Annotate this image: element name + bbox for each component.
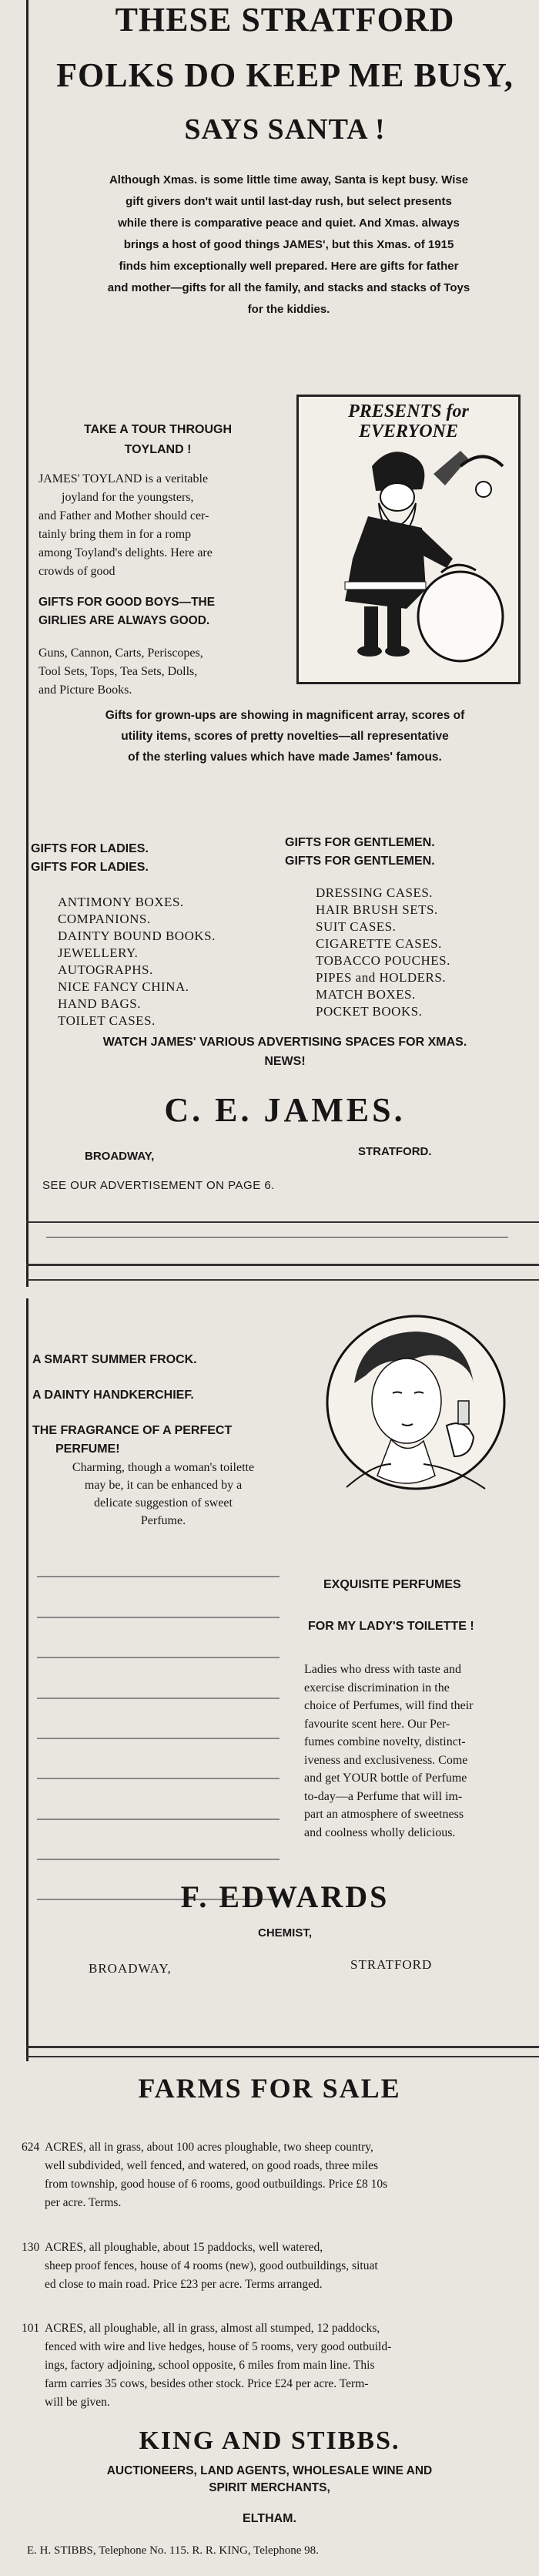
- toyland-line: crowds of good: [38, 565, 116, 578]
- santa-caption: [299, 401, 518, 442]
- good-boys-heading: [38, 593, 285, 630]
- headline-line: FOLKS DO KEEP ME BUSY,: [56, 56, 514, 94]
- grownups-text: [38, 705, 531, 767]
- boys-line: and Picture Books.: [38, 683, 132, 697]
- list-item: JEWELLERY.: [58, 945, 139, 960]
- rule-line: [37, 1819, 280, 1820]
- charm-line: may be, it can be enhanced by a: [84, 1479, 243, 1492]
- toyland-line: joyland for the youngsters,: [62, 491, 194, 504]
- toyland-head-line: TOYLAND !: [124, 443, 192, 456]
- perfume-line: to-day—a Perfume that will im-: [304, 1789, 463, 1803]
- listing-line: will be given.: [45, 2396, 110, 2409]
- farm-listing: [22, 2238, 534, 2294]
- perfume-line: and get YOUR bottle of Perfume: [304, 1772, 467, 1785]
- boys-head-line: GIFTS FOR GOOD BOYS—THE: [38, 596, 216, 609]
- rule-line: [37, 1576, 280, 1577]
- gents-head-line: GIFTS FOR GENTLEMEN.: [285, 836, 435, 849]
- perfume-line: and coolness wholly delicious.: [304, 1825, 456, 1839]
- list-item: HAND BAGS.: [58, 996, 141, 1011]
- phone-numbers: E. H. STIBBS, Telephone No. 115. R. R. KING, Telephone 98.: [27, 2544, 319, 2557]
- perfume-line: fumes combine novelty, distinct-: [304, 1735, 466, 1748]
- charm-line: Charming, though a woman's toilette: [72, 1461, 255, 1474]
- intro-line: while there is comparative peace and quiet. And Xmas. always: [118, 217, 460, 230]
- listing-line: ings, factory adjoining, school opposite, 6 miles from main line. This: [45, 2359, 375, 2372]
- santa-caption-line: EVERYONE: [359, 421, 458, 442]
- listing-line: ACRES, all ploughable, all in grass, almost all stumped, 12 paddocks,: [45, 2322, 380, 2335]
- exquisite-perfumes-heading: EXQUISITE PERFUMES: [323, 1578, 461, 1591]
- intro-line: finds him exceptionally well prepared. Here are gifts for father: [119, 260, 459, 273]
- headline-line: SAYS SANTA !: [184, 113, 386, 146]
- james-firm-name: C. E. JAMES.: [164, 1091, 406, 1129]
- rule-line: [37, 1657, 280, 1658]
- gifts-ladies-heading: [31, 840, 262, 877]
- gents-items-list: [316, 885, 531, 1020]
- perfume-line: iveness and exclusiveness. Come: [304, 1753, 468, 1767]
- listing-line: from township, good house of 6 rooms, good outbuildings. Price £8 10s: [45, 2178, 388, 2191]
- intro-line: gift givers don't wait until last-day rush, but select presents: [126, 195, 452, 208]
- rule-line: [37, 1698, 280, 1699]
- list-item: COMPANIONS.: [58, 912, 151, 926]
- farm-listing: [22, 2138, 534, 2212]
- acres-number: 624: [22, 2141, 40, 2154]
- rule-line: [37, 1617, 280, 1618]
- list-item: PIPES and HOLDERS.: [316, 970, 447, 985]
- james-address-right: STRATFORD.: [358, 1145, 432, 1158]
- james-address-left: BROADWAY,: [85, 1150, 155, 1163]
- divider: [26, 1264, 539, 1266]
- list-item: MATCH BOXES.: [316, 987, 416, 1002]
- perfume-line: choice of Perfumes, will find their: [304, 1699, 474, 1712]
- listing-line: ed close to main road. Price £23 per acre. Terms arranged.: [45, 2278, 323, 2291]
- intro-line: and mother—gifts for all the family, and stacks and stacks of Toys: [107, 281, 470, 294]
- divider: [26, 2056, 539, 2057]
- toyland-text: [38, 470, 285, 581]
- king-stibbs-firm: KING AND STIBBS.: [139, 2427, 400, 2455]
- boys-line: Guns, Cannon, Carts, Periscopes,: [38, 647, 203, 660]
- edwards-address-left: BROADWAY,: [89, 1961, 172, 1976]
- lady-portrait-icon: [300, 1310, 531, 1518]
- sub-line: AUCTIONEERS, LAND AGENTS, WHOLESALE WINE AND: [106, 2464, 433, 2477]
- grownups-line: utility items, scores of pretty novelties—all representative: [121, 730, 449, 743]
- gifts-gents-heading: [285, 834, 531, 871]
- edwards-charming: [32, 1459, 294, 1530]
- james-headline: [31, 0, 539, 149]
- edwards-line: PERFUME!: [55, 1442, 120, 1456]
- divider: [26, 1279, 539, 1281]
- left-border-rule: [26, 0, 28, 1287]
- lady-illustration: [300, 1310, 531, 1518]
- listing-line: ACRES, all in grass, about 100 acres ploughable, two sheep country,: [45, 2141, 373, 2154]
- grownups-line: Gifts for grown-ups are showing in magnificent array, scores of: [105, 709, 465, 722]
- rule-line: [37, 1859, 280, 1860]
- grownups-line: of the sterling values which have made James' famous.: [128, 751, 442, 764]
- toyland-line: among Toyland's delights. Here are: [38, 546, 213, 559]
- charm-line: Perfume.: [140, 1514, 186, 1527]
- chemist-label: CHEMIST,: [257, 1926, 312, 1940]
- gents-head-line: GIFTS FOR GENTLEMEN.: [285, 855, 435, 868]
- santa-illustration: [296, 395, 521, 684]
- edwards-firm-name: F. EDWARDS: [180, 1879, 390, 1914]
- perfume-line: exercise discrimination in the: [304, 1681, 450, 1694]
- headline-line: THESE STRATFORD: [115, 1, 455, 39]
- intro-line: for the kiddies.: [247, 303, 330, 316]
- list-item: ANTIMONY BOXES.: [58, 895, 184, 909]
- list-item: DAINTY BOUND BOOKS.: [58, 929, 216, 943]
- toyland-line: JAMES' TOYLAND is a veritable: [38, 472, 209, 485]
- edwards-line: THE FRAGRANCE OF A PERFECT: [32, 1424, 233, 1437]
- acres-number: 130: [22, 2241, 40, 2254]
- farm-listing: [22, 2319, 534, 2412]
- perfume-line: part an atmosphere of sweetness: [304, 1808, 464, 1821]
- list-item: NICE FANCY CHINA.: [58, 979, 189, 994]
- list-item: SUIT CASES.: [316, 919, 397, 934]
- farms-title: FARMS FOR SALE: [138, 2073, 401, 2104]
- perfume-line: favourite scent here. Our Per-: [304, 1717, 450, 1731]
- intro-line: Although Xmas. is some little time away, Santa is kept busy. Wise: [109, 173, 469, 186]
- good-boys-list: [38, 644, 285, 700]
- list-item: TOILET CASES.: [58, 1013, 156, 1028]
- ladies-head-line: GIFTS FOR LADIES.: [31, 842, 149, 855]
- king-stibbs-sub: [15, 2463, 524, 2497]
- santa-caption-line: PRESENTS for: [348, 401, 469, 421]
- list-item: AUTOGRAPHS.: [58, 962, 153, 977]
- listing-line: ACRES, all ploughable, about 15 paddocks, well watered,: [45, 2241, 323, 2254]
- edwards-intro: [32, 1351, 294, 1459]
- divider: [26, 2046, 539, 2048]
- watch-notice: [38, 1033, 531, 1071]
- watch-line: NEWS!: [264, 1055, 306, 1068]
- listing-line: sheep proof fences, house of 4 rooms (new), good outbuildings, situat: [45, 2259, 378, 2272]
- ladies-perfume-text: [304, 1661, 531, 1842]
- toyland-line: and Father and Mother should cer-: [38, 509, 209, 522]
- town-name: ELTHAM.: [243, 2512, 296, 2525]
- ladies-head-line: GIFTS FOR LADIES.: [31, 861, 149, 874]
- listing-line: well subdivided, well fenced, and watered, on good roads, three miles: [45, 2159, 379, 2172]
- edwards-line: A DAINTY HANDKERCHIEF.: [32, 1389, 194, 1402]
- see-advertisement: SEE OUR ADVERTISEMENT ON PAGE 6.: [42, 1179, 275, 1192]
- listing-line: fenced with wire and live hedges, house of 5 rooms, very good outbuild-: [45, 2340, 392, 2353]
- santa-figure-icon: [299, 443, 518, 678]
- intro-line: brings a host of good things JAMES', but this Xmas. of 1915: [123, 238, 454, 251]
- sub-line: SPIRIT MERCHANTS,: [209, 2481, 330, 2494]
- toyland-heading: [42, 420, 273, 460]
- left-border-rule-2: [26, 1298, 28, 2061]
- acres-number: 101: [22, 2322, 40, 2335]
- ladies-items-list: [58, 894, 289, 1029]
- edwards-address-right: STRATFORD: [350, 1957, 433, 1972]
- list-item: HAIR BRUSH SETS.: [316, 902, 438, 917]
- list-item: POCKET BOOKS.: [316, 1004, 423, 1019]
- rule-line: [37, 1738, 280, 1739]
- watch-line: WATCH JAMES' VARIOUS ADVERTISING SPACES FOR XMAS.: [102, 1036, 467, 1049]
- divider: [46, 1237, 508, 1238]
- charm-line: delicate suggestion of sweet: [94, 1496, 233, 1510]
- boys-head-line: GIRLIES ARE ALWAYS GOOD.: [38, 614, 210, 627]
- list-item: DRESSING CASES.: [316, 885, 434, 900]
- boys-line: Tool Sets, Tops, Tea Sets, Dolls,: [38, 665, 198, 678]
- listing-line: farm carries 35 cows, besides other stock. Price £24 per acre. Term-: [45, 2377, 369, 2390]
- listing-line: per acre. Terms.: [45, 2196, 122, 2209]
- rule-line: [37, 1778, 280, 1779]
- divider: [26, 1221, 539, 1223]
- list-item: TOBACCO POUCHES.: [316, 953, 450, 968]
- my-ladys-toilette-heading: FOR MY LADY'S TOILETTE !: [308, 1620, 474, 1633]
- toyland-line: tainly bring them in for a romp: [38, 528, 192, 541]
- james-intro: [54, 170, 524, 321]
- perfume-line: Ladies who dress with taste and: [304, 1663, 461, 1676]
- edwards-line: A SMART SUMMER FROCK.: [32, 1353, 197, 1366]
- toyland-head-line: TAKE A TOUR THROUGH: [84, 423, 232, 436]
- list-item: CIGARETTE CASES.: [316, 936, 442, 951]
